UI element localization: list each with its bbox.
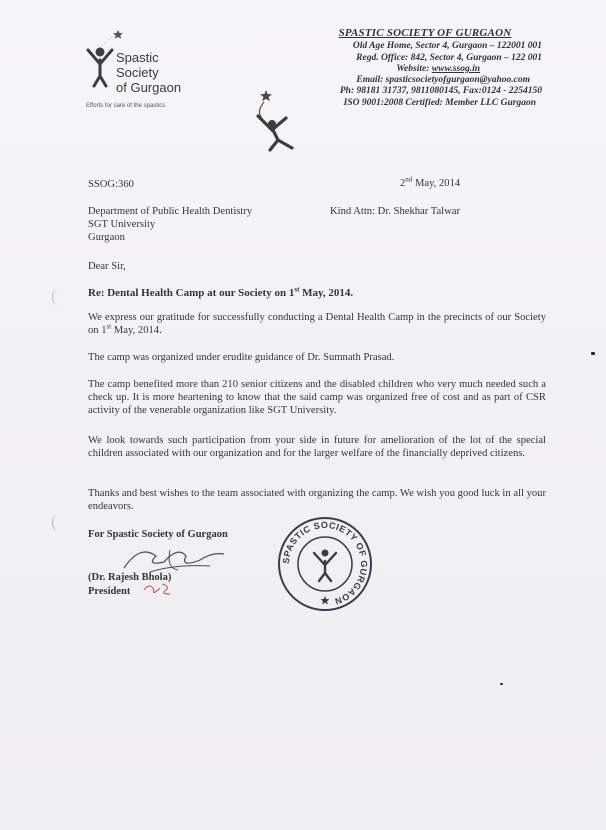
subject-text: Re: Dental Health Camp at our Society on 1 xyxy=(88,287,295,299)
recipient-line-1: Department of Public Health Dentistry xyxy=(88,206,253,217)
stamp-ring-text: SPASTIC SOCIETY OF GURGAON xyxy=(280,519,370,607)
logo-name-line1: Spastic xyxy=(116,50,159,65)
logo-tagline: Efforts for care of the spastics xyxy=(86,103,166,109)
website-label: Website: xyxy=(396,63,432,74)
attention-line: Kind Attn: Dr. Shekhar Talwar xyxy=(330,206,460,217)
recipient-line-2: SGT University xyxy=(88,219,156,230)
paragraph-1-text: We express our gratitude for successfully conducting a Dental Health Camp in the precincts of our Society on 1 xyxy=(88,312,546,336)
subject-suffix: st xyxy=(294,285,300,294)
reference-number: SSOG:360 xyxy=(88,179,134,190)
paragraph-5: Thanks and best wishes to the team associated with organizing the camp. We wish you good luck in all your endeavors. xyxy=(88,488,546,512)
recipient-line-3: Gurgaon xyxy=(88,232,125,243)
logo-name-line3: of Gurgaon xyxy=(116,80,182,95)
signatory-title: President xyxy=(88,586,131,597)
ink-speck xyxy=(500,683,503,685)
paragraph-1-end: May, 2014. xyxy=(111,325,162,336)
date-suffix: nd xyxy=(405,175,413,184)
iso-line: ISO 9001:2008 Certified: Member LLC Gurgaon xyxy=(343,97,536,108)
org-name: SPASTIC SOCIETY OF GURGAON xyxy=(338,27,512,39)
recipient-address xyxy=(88,205,252,244)
website-link[interactable]: www.ssog.in xyxy=(431,63,480,74)
paragraph-3: The camp benefited more than 210 senior citizens and the disabled children who very much needed such a check up. It is more heartening to know that the said camp was organized free of cost and as part of CSR activity of the venerable organization like SGT University. xyxy=(88,379,546,416)
date-rest: May, 2014 xyxy=(412,178,461,189)
society-logo xyxy=(86,30,206,110)
paragraph-4: We look towards such participation from your side in future for amelioration of the lot of the special children associated with our organization and for the larger welfare of the financially deprived citizens. xyxy=(88,435,546,459)
logo-name-line2: Society xyxy=(116,65,159,80)
letterhead xyxy=(300,28,550,109)
punch-hole-mark xyxy=(52,515,63,531)
date-day: 2 xyxy=(400,178,406,189)
star-catcher-icon xyxy=(248,88,302,158)
ink-speck xyxy=(591,352,595,355)
subject-date-rest: May, 2014. xyxy=(299,287,354,299)
letter-date xyxy=(400,177,460,190)
email-label: Email: xyxy=(356,75,386,86)
email-link[interactable]: spasticsocietyofgurgaon@yahoo.com xyxy=(385,75,530,86)
address-line-1: Old Age Home, Sector 4, Gurgaon – 122001 001 xyxy=(352,41,542,52)
punch-hole-mark xyxy=(52,289,63,305)
society-seal-stamp xyxy=(276,515,374,613)
salutation: Dear Sir, xyxy=(88,261,126,272)
paragraph-1 xyxy=(88,311,546,337)
paragraph-2: The camp was organized under erudite guidance of Dr. Sumnath Prasad. xyxy=(88,352,395,363)
handwritten-initials xyxy=(140,580,180,598)
paragraph-1-suffix: st xyxy=(106,322,112,331)
sign-off: For Spastic Society of Gurgaon xyxy=(88,529,228,540)
address-line-2: Regd. Office: 842, Sector 4, Gurgaon – 122 001 xyxy=(356,52,542,63)
phone-line: Ph: 98181 31737, 9811080145, Fax:0124 - 2254150 xyxy=(339,86,542,97)
subject-line xyxy=(88,287,353,300)
signatory-name: (Dr. Rajesh Bhola) xyxy=(88,572,172,583)
